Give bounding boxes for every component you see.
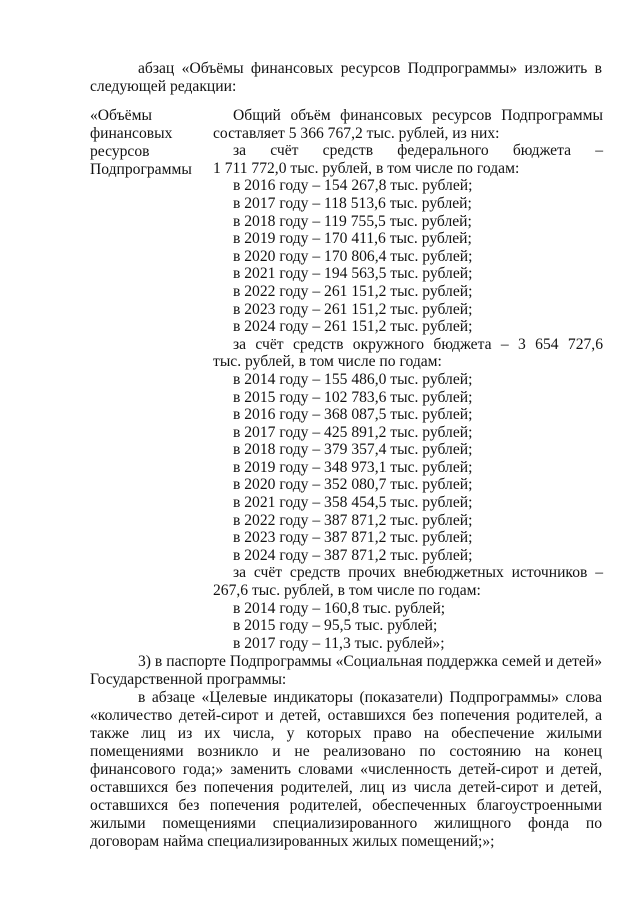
intro-paragraph — [90, 60, 602, 96]
financial-resources-label — [90, 107, 208, 179]
label-line: ресурсов — [90, 143, 150, 160]
federal-year-item: в 2019 году – 170 411,6 тыс. рублей; — [233, 230, 472, 248]
district-line-1: за счёт средств окружного бюджета – 3 654 727,6 — [233, 335, 603, 353]
indicators-paragraph: в абзаце «Целевые индикаторы (показатели) Подпрограммы» слова «количество детей-сирот и детей, оставшихся без попечения родителей, а также лиц из их числа, у которых право на обеспечение жилыми помещениями возникло и не реализовано по состоянию на конец финансового года;» заменить словами «численность детей-сирот и детей, оставшихся без попечения родителей, лиц из числа детей-сирот и детей, оставшихся без попечения родителей, обеспеченных благоустроенными жилыми помещениями специализированного жилищного фонда по договорам найма специализированных жилых помещений;»; — [90, 689, 602, 850]
federal-year-item: в 2017 году – 118 513,6 тыс. рублей; — [233, 194, 472, 212]
offbudget-line-1: за счёт средств прочих внебюджетных источников – — [233, 564, 603, 582]
offbudget-year-item: в 2014 году – 160,8 тыс. рублей; — [233, 599, 446, 617]
federal-year-item: в 2020 году – 170 806,4 тыс. рублей; — [233, 247, 473, 265]
district-year-item: в 2016 году – 368 087,5 тыс. рублей; — [233, 406, 473, 424]
label-line: «Объёмы — [90, 107, 152, 124]
federal-year-item: в 2018 году – 119 755,5 тыс. рублей; — [233, 212, 472, 230]
district-year-item: в 2015 году – 102 783,6 тыс. рублей; — [233, 388, 473, 406]
district-year-item: в 2024 году – 387 871,2 тыс. рублей; — [233, 546, 473, 564]
district-year-item: в 2017 году – 425 891,2 тыс. рублей; — [233, 423, 473, 441]
label-line: финансовых — [90, 125, 173, 142]
intro-line-2: следующей редакции: — [90, 78, 237, 95]
total-line-2: составляет 5 366 767,2 тыс. рублей, из них: — [213, 124, 500, 142]
district-year-item: в 2019 году – 348 973,1 тыс. рублей; — [233, 458, 473, 476]
federal-year-item: в 2021 году – 194 563,5 тыс. рублей; — [233, 265, 473, 283]
district-year-item: в 2022 году – 387 871,2 тыс. рублей; — [233, 511, 473, 529]
offbudget-year-item: в 2015 году – 95,5 тыс. рублей; — [233, 617, 438, 635]
offbudget-year-item: в 2017 году – 11,3 тыс. рублей»; — [233, 634, 445, 652]
federal-year-item: в 2023 году – 261 151,2 тыс. рублей; — [233, 300, 473, 318]
district-year-item: в 2018 году – 379 357,4 тыс. рублей; — [233, 441, 473, 459]
intro-line-1: абзац «Объёмы финансовых ресурсов Подпрограммы» изложить в — [138, 60, 602, 77]
offbudget-line-2: 267,6 тыс. рублей, в том числе по годам: — [213, 582, 481, 600]
federal-year-item: в 2022 году – 261 151,2 тыс. рублей; — [233, 282, 473, 300]
financial-resources-content — [213, 107, 603, 652]
item-3-paragraph: 3) в паспорте Подпрограммы «Социальная поддержка семей и детей» Государственной программы: — [90, 653, 602, 688]
federal-line-2: 1 711 772,0 тыс. рублей, в том числе по годам: — [213, 159, 520, 177]
district-year-item: в 2014 году – 155 486,0 тыс. рублей; — [233, 370, 473, 388]
federal-line-1: за счёт средств федерального бюджета – — [233, 142, 603, 160]
label-line: Подпрограммы — [90, 161, 192, 178]
total-line-1: Общий объём финансовых ресурсов Подпрограммы — [233, 107, 603, 124]
federal-year-item: в 2024 году – 261 151,2 тыс. рублей; — [233, 318, 473, 336]
district-year-item: в 2020 году – 352 080,7 тыс. рублей; — [233, 476, 473, 494]
district-year-item: в 2023 году – 387 871,2 тыс. рублей; — [233, 529, 473, 547]
district-line-2: тыс. рублей, в том числе по годам: — [213, 353, 442, 371]
federal-year-item: в 2016 году – 154 267,8 тыс. рублей; — [233, 177, 473, 195]
district-year-item: в 2021 году – 358 454,5 тыс. рублей; — [233, 494, 473, 512]
